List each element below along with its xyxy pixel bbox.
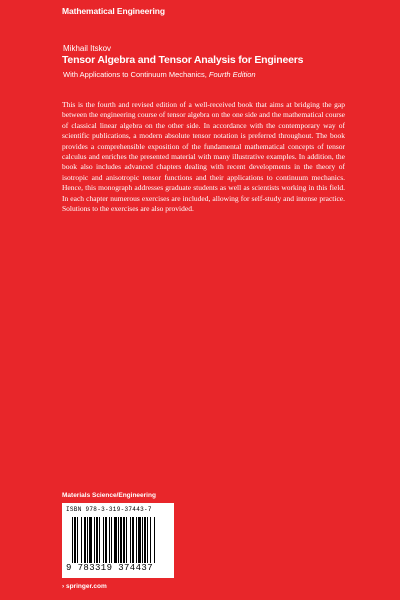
series-name: Mathematical Engineering — [62, 6, 165, 16]
barcode-icon — [72, 517, 166, 563]
book-description: This is the fourth and revised edition of a well-received book that aims at bridging the gap between the engineering course of tensor algebra on the one side and the mathematical course of classical linear algebra on the other side. In accordance with the contemporary way of scientific publications, a modern absolute tensor notation is preferred throughout. The book provides a comprehensible exposition of the fundamental mathematical concepts of tensor calculus and enriches the presented material with many illustrative examples. In addition, the book also includes advanced chapters dealing with recent developments in the theory of isotropic and anisotropic tensor functions and their applications to continuum mechanics. Hence, this monograph addresses graduate students as well as scientists working in this field. In each chapter numerous exercises are included, allowing for self-study and intense practice. Solutions to the exercises are also provided. — [62, 100, 345, 214]
subject-category: Materials Science/Engineering — [62, 492, 156, 499]
barcode-digits: 9 783319 374437 — [66, 563, 154, 573]
book-subtitle — [63, 70, 256, 79]
book-title: Tensor Algebra and Tensor Analysis for Engineers — [62, 54, 304, 66]
barcode-panel — [62, 503, 174, 578]
subtitle-main: With Applications to Continuum Mechanics, — [63, 70, 209, 79]
isbn-label: ISBN 978-3-319-37443-7 — [66, 506, 152, 513]
subtitle-edition: Fourth Edition — [208, 70, 256, 79]
publisher-website: › springer.com — [62, 583, 107, 590]
author-name: Mikhail Itskov — [63, 44, 112, 53]
